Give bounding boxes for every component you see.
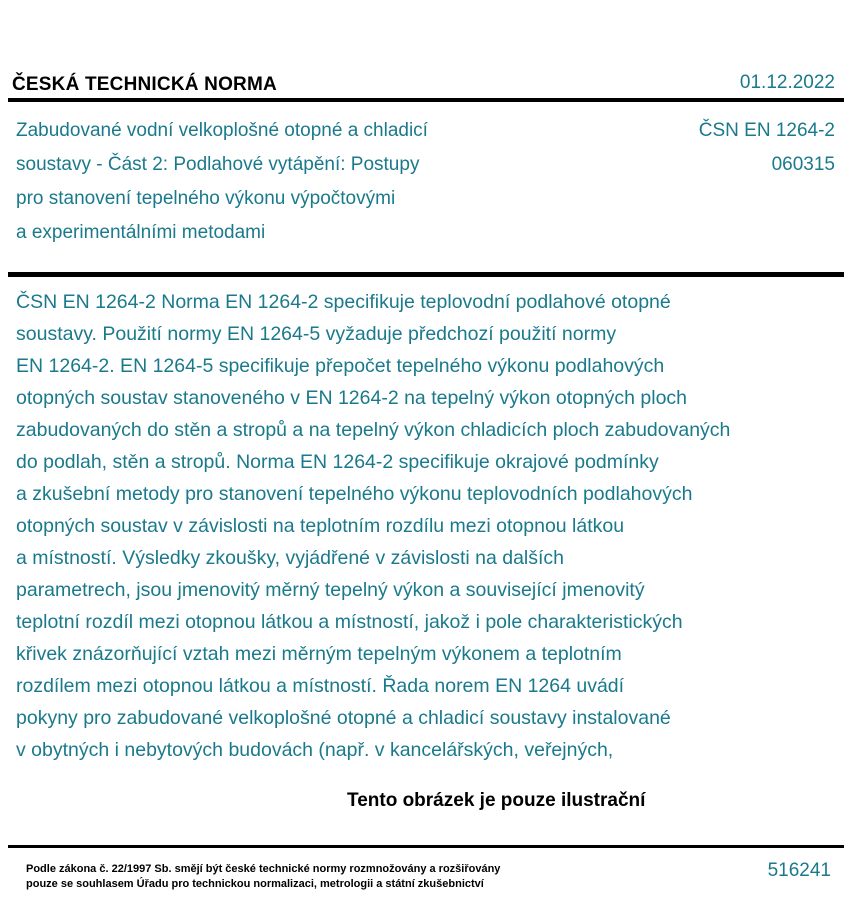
abstract-line: otopných soustav v závislosti na teplotním rozdílu mezi otopnou látkou [16, 515, 625, 537]
abstract-line: EN 1264-2. EN 1264-5 specifikuje přepočet tepelného výkonu podlahových [16, 355, 665, 377]
legal-notice-line: Podle zákona č. 22/1997 Sb. smějí být české technické normy rozmnožovány a rozšiřovány [26, 863, 501, 875]
header-title: ČESKÁ TECHNICKÁ NORMA [12, 74, 277, 95]
abstract-line: ČSN EN 1264-2 Norma EN 1264-2 specifikuje teplovodní podlahové otopné [16, 291, 671, 313]
document-title-line: soustavy - Část 2: Podlahové vytápění: Postupy [16, 154, 420, 175]
abstract-line: soustavy. Použití normy EN 1264-5 vyžaduje předchozí použití normy [16, 323, 617, 345]
legal-notice [26, 862, 500, 892]
legal-notice-line: pouze se souhlasem Úřadu pro technickou normalizaci, metrologii a státní zkušebnictví [26, 878, 484, 890]
illustration-note: Tento obrázek je pouze ilustrační [347, 790, 646, 811]
title-divider [8, 272, 844, 277]
document-title-line: pro stanovení tepelného výkonu výpočtovými [16, 188, 396, 209]
abstract-line: otopných soustav stanoveného v EN 1264-2 na tepelný výkon otopných ploch [16, 387, 688, 409]
footer-divider [8, 845, 844, 848]
abstract-line: pokyny pro zabudované velkoplošné otopné a chladicí soustavy instalované [16, 707, 671, 729]
document-title-line: Zabudované vodní velkoplošné otopné a chladicí [16, 120, 428, 141]
abstract-line: parametrech, jsou jmenovitý měrný tepelný výkon a související jmenovitý [16, 579, 645, 601]
header-divider [8, 98, 844, 102]
abstract-line: a zkušební metody pro stanovení tepelného výkonu teplovodních podlahových [16, 483, 693, 505]
abstract-line: rozdílem mezi otopnou látkou a místností. Řada norem EN 1264 uvádí [16, 675, 625, 697]
abstract-line: do podlah, stěn a stropů. Norma EN 1264-2 specifikuje okrajové podmínky [16, 451, 659, 473]
classification-code: 060315 [771, 154, 835, 175]
abstract-text [16, 286, 730, 766]
abstract-line: a místností. Výsledky zkoušky, vyjádřené v závislosti na dalších [16, 547, 565, 569]
document-title [16, 114, 428, 250]
abstract-line: křivek znázorňující vztah mezi měrným tepelným výkonem a teplotním [16, 643, 622, 665]
standard-id: ČSN EN 1264-2 [698, 120, 835, 141]
document-number: 516241 [767, 860, 831, 881]
abstract-line: v obytných i nebytových budovách (např. v kancelářských, veřejných, [16, 739, 614, 761]
standard-identifier [699, 114, 835, 182]
issue-date: 01.12.2022 [739, 72, 835, 93]
abstract-line: zabudovaných do stěn a stropů a na tepelný výkon chladicích ploch zabudovaných [16, 419, 731, 441]
document-title-line: a experimentálními metodami [16, 222, 266, 243]
abstract-line: teplotní rozdíl mezi otopnou látkou a místností, jakož i pole charakteristických [16, 611, 683, 633]
